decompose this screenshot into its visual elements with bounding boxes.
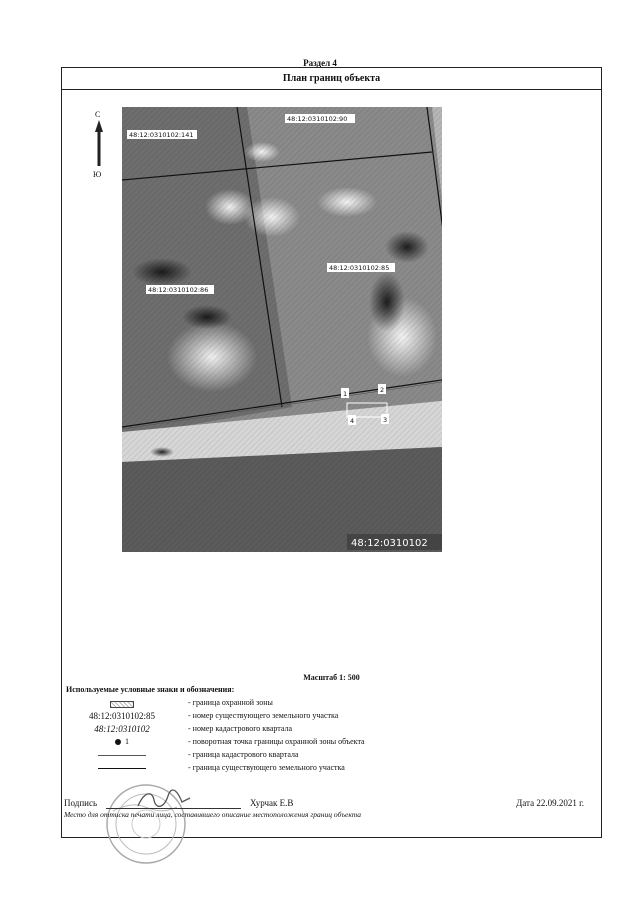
arrow-up-icon	[94, 120, 104, 168]
svg-text:3: 3	[383, 416, 388, 424]
svg-text:48:12:0310102:86: 48:12:0310102:86	[148, 286, 209, 294]
signature-label: Подпись	[64, 798, 98, 808]
handwritten-signature-icon	[134, 788, 194, 812]
plan-title: План границ объекта	[62, 68, 601, 90]
svg-text:48:12:0310102:141: 48:12:0310102:141	[129, 131, 194, 139]
turning-point	[341, 388, 349, 398]
svg-text:1: 1	[343, 390, 348, 398]
document-frame	[61, 67, 602, 838]
block-label	[347, 534, 442, 550]
svg-text:4: 4	[350, 417, 355, 425]
thin-line-icon	[98, 755, 146, 756]
parcel-label	[127, 130, 197, 139]
north-letter: С	[95, 110, 101, 119]
legend-item: 48:12:0310102:85 - номер существующего земельного участка	[62, 711, 601, 724]
turning-point	[381, 414, 389, 424]
legend-item: 48:12:0310102 - номер кадастрового квартала	[62, 724, 601, 737]
signer-name: Хурчак Е.В	[250, 798, 294, 808]
turning-point	[348, 415, 356, 425]
zone-swatch-icon	[110, 701, 134, 708]
orthophoto-map	[122, 107, 442, 552]
north-arrow	[91, 110, 107, 180]
point-dot-icon	[115, 739, 121, 745]
turning-point	[378, 384, 386, 394]
parcel-label	[285, 114, 355, 123]
legend-item: 1 - поворотная точка границы охранной зоны объекта	[62, 737, 601, 750]
legend-item: - граница охранной зоны	[62, 698, 601, 711]
stamp-note: Место для оттиска печати лица, составившего описание местоположения границ объекта	[64, 810, 362, 819]
section-heading: Раздел 4	[303, 58, 337, 68]
legend-item: - граница существующего земельного участка	[62, 763, 601, 776]
legend-symbol-text: 48:12:0310102:85	[88, 711, 155, 721]
svg-text:48:12:0310102: 48:12:0310102	[351, 538, 428, 549]
signature-date: Дата 22.09.2021 г.	[516, 798, 584, 808]
svg-text:48:12:0310102:90: 48:12:0310102:90	[287, 115, 348, 123]
scale-label: Масштаб 1: 500	[303, 673, 360, 682]
legend-symbol-text: 48:12:0310102	[94, 724, 150, 734]
parcel-label	[327, 263, 395, 272]
legend-heading: Используемые условные знаки и обозначения:	[66, 685, 235, 694]
parcel-label	[146, 285, 214, 294]
svg-text:2: 2	[380, 386, 385, 394]
thick-line-icon	[98, 768, 146, 769]
south-letter: Ю	[93, 170, 102, 179]
svg-text:48:12:0310102:85: 48:12:0310102:85	[329, 264, 390, 272]
legend-item: - граница кадастрового квартала	[62, 750, 601, 763]
